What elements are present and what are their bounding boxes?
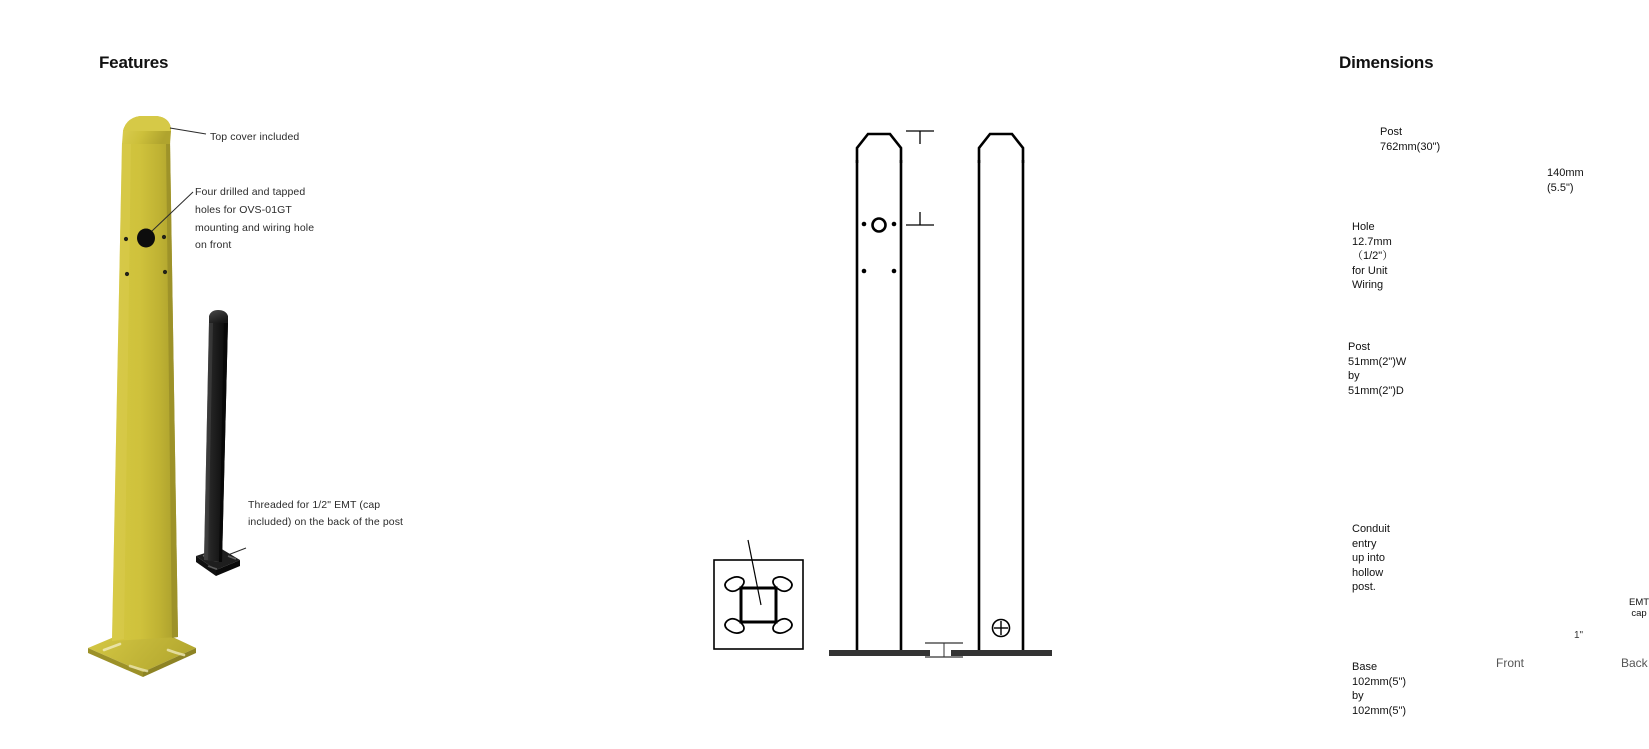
label-post-size-line2: 51mm(2")W by 51mm(2")D xyxy=(1348,355,1407,397)
features-heading: Features xyxy=(99,53,169,72)
yellow-post-illustration xyxy=(0,0,640,749)
yellow-post-top-cover xyxy=(122,116,171,144)
dimension-witness-140mm xyxy=(906,131,934,225)
label-base-line2: 102mm(5") by 102mm(5") xyxy=(1352,675,1407,717)
features-panel xyxy=(0,0,640,749)
front-base-plate xyxy=(829,650,930,656)
emt-cap-icon xyxy=(993,620,1010,637)
black-post-illustration xyxy=(196,310,240,576)
label-base-thickness: 1" xyxy=(1574,630,1584,641)
back-base-plate xyxy=(951,650,1052,656)
label-hole-offset xyxy=(1547,166,1584,195)
annotation-top-cover: Top cover included xyxy=(210,131,300,143)
label-wiring-hole-line2: for Unit Wiring xyxy=(1352,264,1388,291)
label-emt-cap-line2: cap xyxy=(1631,607,1647,619)
label-post-length: Post 762mm(30") xyxy=(1380,126,1441,153)
label-hole-offset-line1: 140mm xyxy=(1547,167,1584,179)
view-label-back: Back xyxy=(1621,656,1648,670)
front-view-drawing xyxy=(857,134,901,650)
label-post-size xyxy=(1348,340,1406,398)
back-view-drawing xyxy=(979,134,1023,650)
label-hole-offset-line2: (5.5") xyxy=(1547,181,1574,194)
label-base-line1: Base xyxy=(1352,661,1378,673)
label-base-size xyxy=(1352,660,1406,718)
label-wiring-hole-line1: Hole 12.7mm （1/2"） xyxy=(1352,221,1394,262)
label-conduit-line2: hollow post. xyxy=(1352,566,1384,593)
annotation-mounting-holes: Four drilled and tapped holes for OVS-01GT mounting and wiring hole on front xyxy=(195,186,315,252)
label-post-size-line1: Post xyxy=(1348,341,1371,353)
base-plate-detail xyxy=(714,540,803,649)
label-conduit-line1: Conduit entry up into xyxy=(1352,523,1390,564)
front-view-holes xyxy=(862,219,897,274)
view-label-front: Front xyxy=(1496,656,1525,670)
dimensions-heading: Dimensions xyxy=(1339,53,1434,72)
label-conduit-entry xyxy=(1352,522,1390,595)
label-emt-cap-line1: EMT xyxy=(1629,597,1649,608)
label-emt-cap xyxy=(1629,598,1649,619)
annotation-emt-thread: Threaded for 1/2" EMT (cap included) on the back of the post xyxy=(248,499,404,528)
dimension-drawing xyxy=(640,0,1280,749)
dimensions-panel xyxy=(640,0,1649,749)
label-wiring-hole xyxy=(1352,220,1393,293)
